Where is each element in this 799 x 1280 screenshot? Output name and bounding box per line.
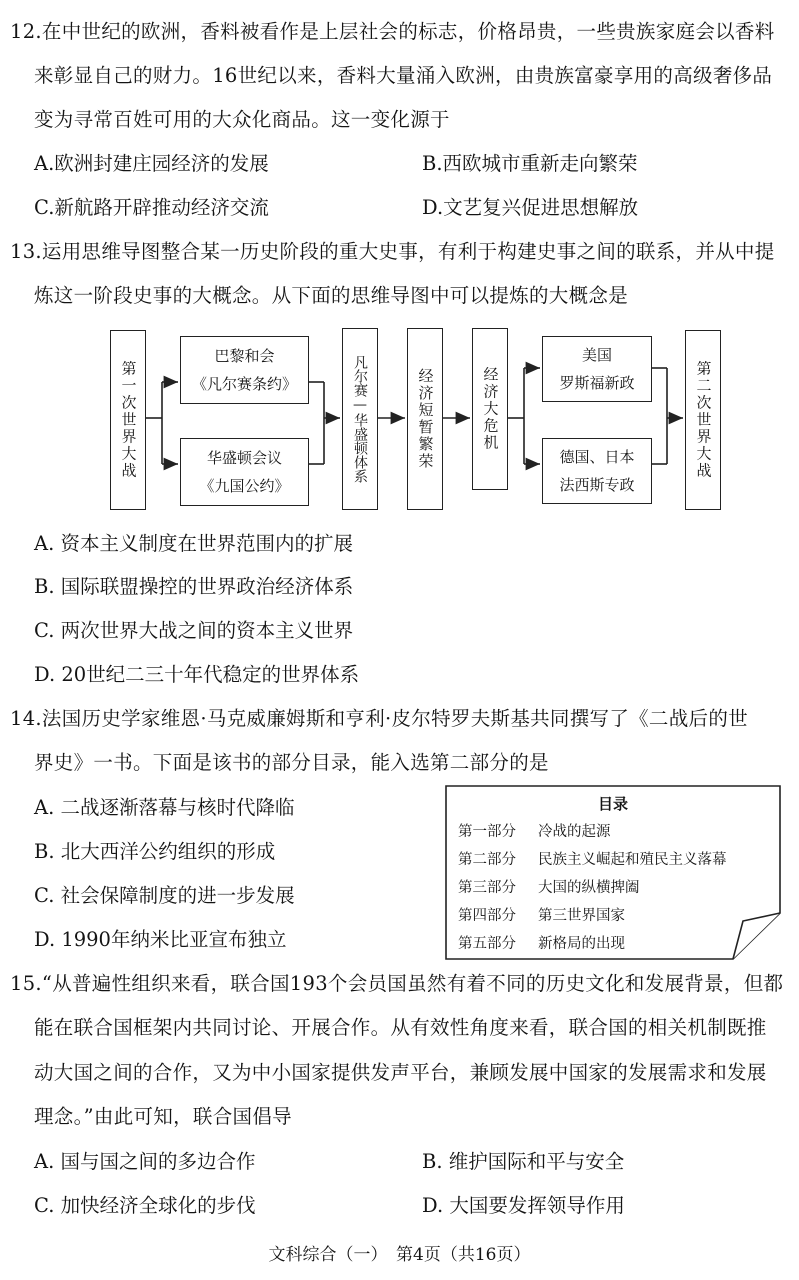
q15-option-b: B. 维护国际和平与安全 xyxy=(422,1150,625,1173)
q12-option-b: B.西欧城市重新走向繁荣 xyxy=(422,152,638,175)
q13-option-b: B. 国际联盟操控的世界政治经济体系 xyxy=(34,575,354,598)
q15-option-a: A. 国与国之间的多边合作 xyxy=(34,1150,256,1173)
toc-row-4: 第四部分 第三世界国家 xyxy=(458,908,625,924)
mind-map-versailles-washington-system: 凡尔赛—华盛顿体系 xyxy=(342,328,378,510)
q14-option-d: D. 1990年纳米比亚宣布独立 xyxy=(34,928,287,951)
toc-card xyxy=(445,785,781,960)
q12-stem-line-2: 来彰显自己的财力。16世纪以来，香料大量涌入欧洲，由贵族富豪享用的高级奢侈品 xyxy=(34,64,773,87)
q13-option-c: C. 两次世界大战之间的资本主义世界 xyxy=(34,619,354,642)
mind-map-usa-new-deal: 美国 罗斯福新政 xyxy=(542,336,652,402)
mind-map-ww2: 第二次世界大战 xyxy=(685,330,721,510)
toc-row-1: 第一部分 冷战的起源 xyxy=(458,824,611,840)
q13-stem-line-2: 炼这一阶段史事的大概念。从下面的思维导图中可以提炼的大概念是 xyxy=(34,284,629,307)
q14-stem-line-2: 界史》一书。下面是该书的部分目录，能入选第二部分的是 xyxy=(34,751,549,774)
q12-option-a: A.欧洲封建庄园经济的发展 xyxy=(34,152,269,175)
q12-stem-line-1: 12.在中世纪的欧洲，香料被看作是上层社会的标志，价格昂贵，一些贵族家庭会以香料 xyxy=(10,20,775,43)
mind-map-washington: 华盛顿会议 《九国公约》 xyxy=(180,438,309,506)
mind-map-economic-boom: 经济短暂繁荣 xyxy=(407,328,443,510)
q14-option-c: C. 社会保障制度的进一步发展 xyxy=(34,884,295,907)
q14-option-a: A. 二战逐渐落幕与核时代降临 xyxy=(34,796,295,819)
q15-option-c: C. 加快经济全球化的步伐 xyxy=(34,1194,256,1217)
page-footer: 文科综合（一） 第4页（共16页） xyxy=(268,1245,531,1265)
q15-option-d: D. 大国要发挥领导作用 xyxy=(422,1194,625,1217)
toc-row-3: 第三部分 大国的纵横捭阖 xyxy=(458,880,640,896)
mind-map-economic-crisis: 经济大危机 xyxy=(472,328,508,490)
q15-stem-line-3: 动大国之间的合作，又为中小国家提供发声平台，兼顾发展中国家的发展需求和发展 xyxy=(34,1061,767,1084)
q13-stem-line-1: 13.运用思维导图整合某一历史阶段的重大史事，有利于构建史事之间的联系，并从中提 xyxy=(10,240,775,263)
q15-stem-line-2: 能在联合国框架内共同讨论、开展合作。从有效性角度来看，联合国的相关机制既推 xyxy=(34,1016,767,1039)
toc-title: 目录 xyxy=(597,795,628,813)
q14-option-b: B. 北大西洋公约组织的形成 xyxy=(34,840,276,863)
q15-stem-line-4: 理念。”由此可知，联合国倡导 xyxy=(34,1105,292,1128)
toc-row-5: 第五部分 新格局的出现 xyxy=(458,936,625,952)
q12-stem-line-3: 变为寻常百姓可用的大众化商品。这一变化源于 xyxy=(34,108,450,131)
q12-option-c: C.新航路开辟推动经济交流 xyxy=(34,196,269,219)
mind-map-fascism: 德国、日本 法西斯专政 xyxy=(542,438,652,504)
q13-option-d: D. 20世纪二三十年代稳定的世界体系 xyxy=(34,663,360,686)
q13-option-a: A. 资本主义制度在世界范围内的扩展 xyxy=(34,532,353,555)
q14-stem-line-1: 14.法国历史学家维恩·马克威廉姆斯和亨利·皮尔特罗夫斯基共同撰写了《二战后的世 xyxy=(10,707,748,730)
mind-map-ww1: 第一次世界大战 xyxy=(110,330,146,510)
toc-row-2: 第二部分 民族主义崛起和殖民主义落幕 xyxy=(458,852,727,868)
mind-map-paris: 巴黎和会 《凡尔赛条约》 xyxy=(180,336,309,404)
q15-stem-line-1: 15.“从普遍性组织来看，联合国193个会员国虽然有着不同的历史文化和发展背景，但都 xyxy=(10,972,784,995)
q12-option-d: D.文艺复兴促进思想解放 xyxy=(422,196,639,219)
